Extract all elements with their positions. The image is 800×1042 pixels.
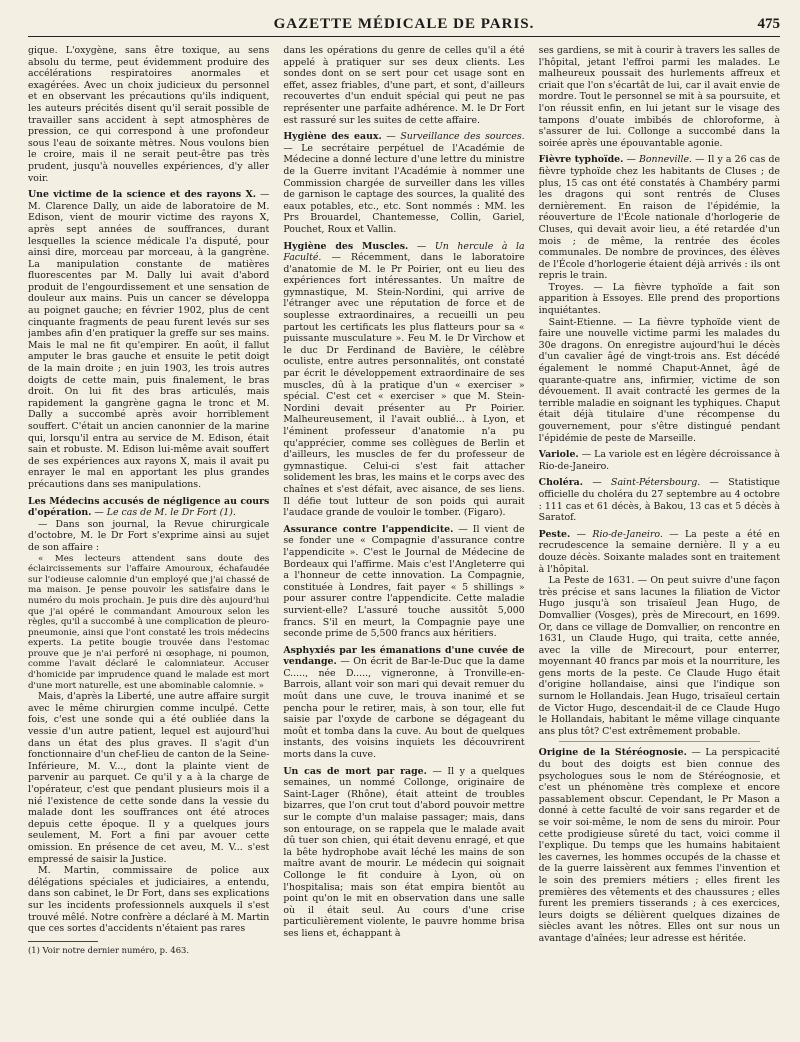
article-text: ses gardiens, se mit à courir à travers les salles de l'hôpital, jetant l'effroi parmi les malades. Le malheureux poussait des hurlements affreux et criait que l'on s'écartât de lui, car il avait envie de mordre. Tout le personnel se mit à sa poursuite, et l'on réussit enfin, en lui jetant sur le visage des tampons d'ouate imbibés de chloroforme, à s'assurer de lui. Collonge a succombé dans la soirée après une épouvantable agonie. xyxy=(538,45,780,149)
journal-title: GAZETTE MÉDICALE DE PARIS. xyxy=(273,16,535,32)
article-text: dans les opérations du genre de celles qu'il a été appelé à pratiquer sur ses deux clients. Les sondes dont on se sert pour cet usage sont en effet, assez friables, d'une part, et sont, d'ailleurs recouvertes d'un enduit spécial qui peut ne pas représenter une parfaite adhérence. M. le Dr Fort est rassuré sur les suites de cette affaire. xyxy=(283,45,525,126)
footnote-rule xyxy=(28,941,98,942)
column-3 xyxy=(539,45,780,1035)
article-subheading: — Saint-Pétersbourg. xyxy=(583,477,701,489)
article-heading: Choléra. xyxy=(538,477,583,489)
article-paragraph xyxy=(539,747,780,944)
article-heading: Origine de la Stéréognosie. xyxy=(538,747,687,759)
article-paragraph xyxy=(539,154,780,282)
article-heading: Hygiène des Muscles. xyxy=(283,240,409,252)
article-paragraph xyxy=(539,449,780,472)
article-paragraph xyxy=(539,529,780,575)
article-heading: Variole. xyxy=(538,449,579,461)
article-heading: Un cas de mort par rage. xyxy=(283,765,427,777)
article-paragraph xyxy=(283,524,524,640)
column-2 xyxy=(283,45,524,1035)
article-paragraph xyxy=(283,645,524,761)
article-text: — Récemment, dans le laboratoire d'anatomie de M. le Pr Poirier, ont eu lieu des expériences fort intéressantes. Un maître de gymnastique, M. Stein-Nordini, qui arrive de l'étranger avec une réputation de force et de souplesse extraordinaires, a recueilli un peu partout les certificats les plus flatteurs pour sa « puissante musculature ». Feu M. le Dr Virchow et le duc Dr Ferdinand de Bavière, le célèbre oculiste, entre autres personnalités, ont constaté par écrit le développement extraordinaire de ses muscles, dû à la pratique d'un « exerciser » spécial. C'est cet « exerciser » que M. Stein-Nordini devait présenter au Pr Poirier. Malheureusement, il l'avait oublié... à Lyon, et l'éminent professeur d'anatomie n'a pu qu'apprécier, comme ses collègues de Berlin et d'ailleurs, les muscles de fer du professeur de gymnastique. Celui-ci s'est fait attacher solidement les bras, les mains et le corps avec des chaînes et s'est défait, avec aisance, de ses liens. Il défie tout lutteur de son poids qui aurait l'audace grande de vouloir le tomber. (Figaro). xyxy=(283,252,525,519)
article-paragraph xyxy=(28,189,269,490)
article-subheading: — Bonneville. xyxy=(623,154,692,166)
section-divider xyxy=(559,741,760,742)
article-subheading: — Surveillance des sources. xyxy=(381,131,525,143)
article-paragraph xyxy=(28,496,269,519)
page-number: 475 xyxy=(757,16,780,32)
article-heading: Assurance contre l'appendicite. xyxy=(283,523,454,535)
article-heading: Fièvre typhoïde. xyxy=(538,154,624,166)
column-1 xyxy=(28,45,269,1035)
article-heading: Asphyxiés par les émanations d'une cuvée de vendange. xyxy=(283,644,525,668)
article-text: Saint-Etienne. — La fièvre typhoïde vient de faire une nouvelle victime parmi les malades du 30e dragons. On enregistre aujourd'hui le décès d'un cavalier âgé de vingt-trois ans. Est décédé également le nommé Chaput-Annet, âgé de quarante-quatre ans, infirmier, victime de son dévouement. Il avait contracté les germes de la terrible maladie en soignant les typhiques. Chaput était déjà titulaire d'une récompense du gouvernement, pour s'être distingué pendant l'épidémie de peste de Marseille. xyxy=(538,316,780,444)
footnote: (1) Voir notre dernier numéro, p. 463. xyxy=(28,944,190,955)
article-paragraph xyxy=(283,241,524,519)
article-subheading: — Un hercule à la Faculté. xyxy=(283,240,525,264)
article-text: M. Martin, commissaire de police aux délégations spéciales et judiciaires, a entendu, dans son cabinet, le Dr Fort, dans ses explications sur les incidents professionnels auxquels il s'est trouvé mêlé. Notre confrère a déclaré à M. Martin que ces sortes d'accidents n'étaient pas rares xyxy=(28,865,270,935)
article-subheading: — Le cas de M. le Dr Fort (1). xyxy=(91,507,236,519)
page-header xyxy=(28,14,780,37)
article-heading: Peste. xyxy=(538,528,571,540)
article-heading: Hygiène des eaux. xyxy=(283,131,382,143)
article-paragraph xyxy=(539,477,780,523)
article-text: — Il vient de se fonder une « Compagnie d'assurance contre l'appendicite ». C'est le Journal de Médecine de Bordeaux qui l'affirme. Mais c'est l'Angleterre qui a l'honneur de cette innovation. La Compagnie, constituée à Londres, fait payer « 5 shillings » pour assurer contre l'appendicite. Cette maladie survient-elle? L'assuré touche aussitôt 5,000 francs. S'il en meurt, la Compagnie paye une seconde prime de 5,500 francs aux héritiers. xyxy=(283,523,525,640)
article-text: — La variole est en légère décroissance à Rio-de-Janeiro. xyxy=(538,449,780,472)
article-paragraph xyxy=(283,766,524,940)
article-text: — Il y a 26 cas de fièvre typhoïde chez les habitants de Cluses ; de plus, 15 cas ont été constatés à Chambéry parmi les dragons qui sont rentrés de Cluses dernièrement. En raison de l'épidémie, la réouverture de l'École nationale d'horlogerie de Cluses, qui devait avoir lieu, a été retardée d'un mois ; de même, la rentrée des écoles communales. De nombre de provinces, des élèves de l'École d'horlogerie étaient déjà arrivés : ils ont repris le train. xyxy=(538,154,780,282)
article-text: — La peste a été en recrudescence la semaine dernière. Il y a eu douze décès. Soixante malades sont en traitement à l'hôpital. xyxy=(538,528,780,575)
article-text: — La perspicacité du bout des doigts est bien connue des psychologues sous le nom de Stéréognosie, et c'est un phénomène très complexe et encore passablement obscur. Cependant, le Pr Mason a donné à cette faculté de voir sans regarder et de se voir soi-même, le nom de sens du miroir. Pour cette prodigieuse sûreté du tact, voici comme il l'explique. Du temps que les humains habitaient les cavernes, les hommes occupés de la chasse et de la guerre laissèrent aux femmes l'invention et le soin des premiers métiers ; elles firent les premières des vêtements et des chaussures ; elles furent les premiers tisserands ; à ces exercices, leurs doigts se délièrent quelques dizaines de siècles avant les nôtres. Elles ont sur nous un avantage d'aînées; leur adresse est héritée. xyxy=(538,747,780,944)
article-text: Mais, d'après la Liberté, une autre affaire surgit avec le même chirurgien comme inculpé. Cette fois, c'est une sonde qui a été oubliée dans la vessie d'un autre patient, lequel est aujourd'hui dans un état des plus graves. Il s'agit d'un fonctionnaire d'un chef-lieu de canton de la Seine-Inférieure, M. V..., dont la plainte vient de parvenir au parquet. Ce qu'il y a à la charge de l'opérateur, c'est que pendant plusieurs mois il a nié l'existence de cette sonde dans la vessie du malade dont les souffrances ont été atroces depuis cette époque. Il y a quelques jours seulement, M. Fort a fini par avouer cette omission. En présence de cet aveu, M. V... s'est empressé de saisir la Justice. xyxy=(28,691,270,865)
article-text: — Statistique officielle du choléra du 27 septembre au 4 octobre : 111 cas et 61 décès, à Bakou, 13 cas et 5 décès à Saratof. xyxy=(538,477,780,524)
article-text: — M. Clarence Dally, un aide de laboratoire de M. Edison, vient de mourir victime des rayons X, après sept années de souffrances, durant lesquelles la science médicale l'a disputé, pour ainsi dire, morceau par morceau, à la gangrène. La manipulation constante de matières fluorescentes par M. Dally lui avait d'abord produit de l'engourdissement et une sensation de douleur aux mains. Puis un cancer se développa au poignet gauche; en février 1902, plus de cent cinquante fragments de peau furent levés sur ses jambes afin d'en pratiquer la greffe sur ses mains. Mais le mal ne fit qu'empirer. En août, il fallut amputer le bras gauche et ensuite le petit doigt de la main droite ; en juin 1903, les trois autres doigts de cette main, puis finalement, le bras droit. On lui fit des bras articulés, mais rapidement la gangrène gagna le tronc et M. Dally a succombé après avoir horriblement souffert. C'était un ancien canonnier de la marine qui, lorsqu'il entra au service de M. Edison, était sain et robuste. M. Edison lui-même avait souffert de ses expériences aux rayons X, mais il avait pu enrayer le mal en apportant les plus grandes précautions dans ses manipulations. xyxy=(28,189,270,490)
article-subheading: — Rio-de-Janeiro. xyxy=(570,528,663,540)
article-text: Troyes. — La fièvre typhoïde a fait son apparition à Essoyes. Elle prend des proportions inquiétantes. xyxy=(538,281,780,317)
quoted-text: « Mes lecteurs attendent sans doute des éclaircissements sur l'affaire Amouroux, échafaudée sur l'odieuse calomnie d'un employé que j'ai chassé de ma maison. Je pense pouvoir les satisfaire dans le numéro du mois prochain. Je puis dire dès aujourd'hui que j'ai opéré le commandant Amouroux selon les règles, qu'il a succombé à une complication de pleuro-pneumonie, ainsi que l'ont constaté les trois médecins experts. La petite bougie trouvée dans l'estomac prouve que je n'ai perforé ni œsophage, ni poumon, comme l'avait déclaré le calomniateur. Accuser d'homicide par imprudence quand le malade est mort d'une mort naturelle, est une abominable calomnie. » xyxy=(28,553,270,691)
article-text: La Peste de 1631. — On peut suivre d'une façon très précise et sans lacunes la filiation de Victor Hugo jusqu'à son trisaïeul Jean Hugo, de Domvallier (Vosges), près de Mirecourt, en 1699. Or, dans ce village de Domvallier, on rencontre en 1631, un Claude Hugo, qui traita, cette année, avec la ville de Mirecourt, pour enterrer, moyennant 40 francs par mois et la nourriture, les gens morts de la peste. Ce Claude Hugo était d'origine hollandaise, ainsi que l'indique son surnom le Hollandais. Jean Hugo, trisaïeul certain de Victor Hugo, descendait-il de ce Claude Hugo le Hollandais, habitant le même village cinquante ans plus tôt? C'est extrêmement probable. xyxy=(538,575,780,737)
article-text: — Dans son journal, la Revue chirurgicale d'octobre, M. le Dr Fort s'exprime ainsi au sujet de son affaire : xyxy=(28,518,270,553)
article-heading: Une victime de la science et des rayons X. xyxy=(28,189,256,201)
article-heading: Les Médecins accusés de négligence au cours d'opération. xyxy=(28,495,270,519)
article-columns xyxy=(28,45,780,1035)
article-text: — Il y a quelques semaines, un nommé Collonge, originaire de Saint-Lager (Rhône), était atteint de troubles bizarres, que l'on crut tout d'abord pouvoir mettre sur le compte d'un malaise passager; mais, dans son entourage, on se rappela que le malade avait dû tuer son chien, qui était devenu enragé, et que la bête hydrophobe avait léché les mains de son maître avant de mourir. Le médecin qui soignait Collonge le fit conduire à Lyon, où on l'hospitalisa; mais son état empira bientôt au point qu'on le mit en observation dans une salle où il était seul. Au cours d'une crise particulièrement violente, le pauvre homme brisa ses liens et, échappant à xyxy=(283,765,525,939)
article-text: — Le secrétaire perpétuel de l'Académie de Médecine a donné lecture d'une lettre du ministre de la Guerre invitant l'Académie à nommer une Commission chargée de surveiller dans les villes de garnison le captage des sources, la qualité des eaux potables, etc., etc. Sont nommés : MM. les Prs Brouardel, Chantemesse, Collin, Gariel, Pouchet, Roux et Vallin. xyxy=(283,142,525,235)
article-paragraph xyxy=(283,131,524,235)
article-text: gique. L'oxygène, sans être toxique, au sens absolu du terme, peut évidemment produire des accélérations respiratoires anormales et exagérées. Avec un choix judicieux du personnel et en observant les précautions qu'ils indiquent, les auteurs précités disent qu'il serait possible de travailler sans accident à sept atmosphères de pression, ce qui correspond à une profondeur sous l'eau de soixante mètres. Nous voulons bien le croire, mais il ne serait peut-être pas très prudent, jusqu'à nouvelles expériences, d'y aller voir. xyxy=(28,45,270,184)
article-text: — On écrit de Bar-le-Duc que la dame C....., née D....., vigneronne, à Tronville-en-Barrois, allant voir son mari qui devait remuer du moût dans une cuve, le trouva inanimé et se pencha pour le retirer, mais, à son tour, elle fut saisie par l'oxyde de carbone se dégageant du moût et tomba dans la cuve. Au bout de quelques instants, des voisins inquiets les découvrirent morts dans la cuve. xyxy=(283,656,525,761)
